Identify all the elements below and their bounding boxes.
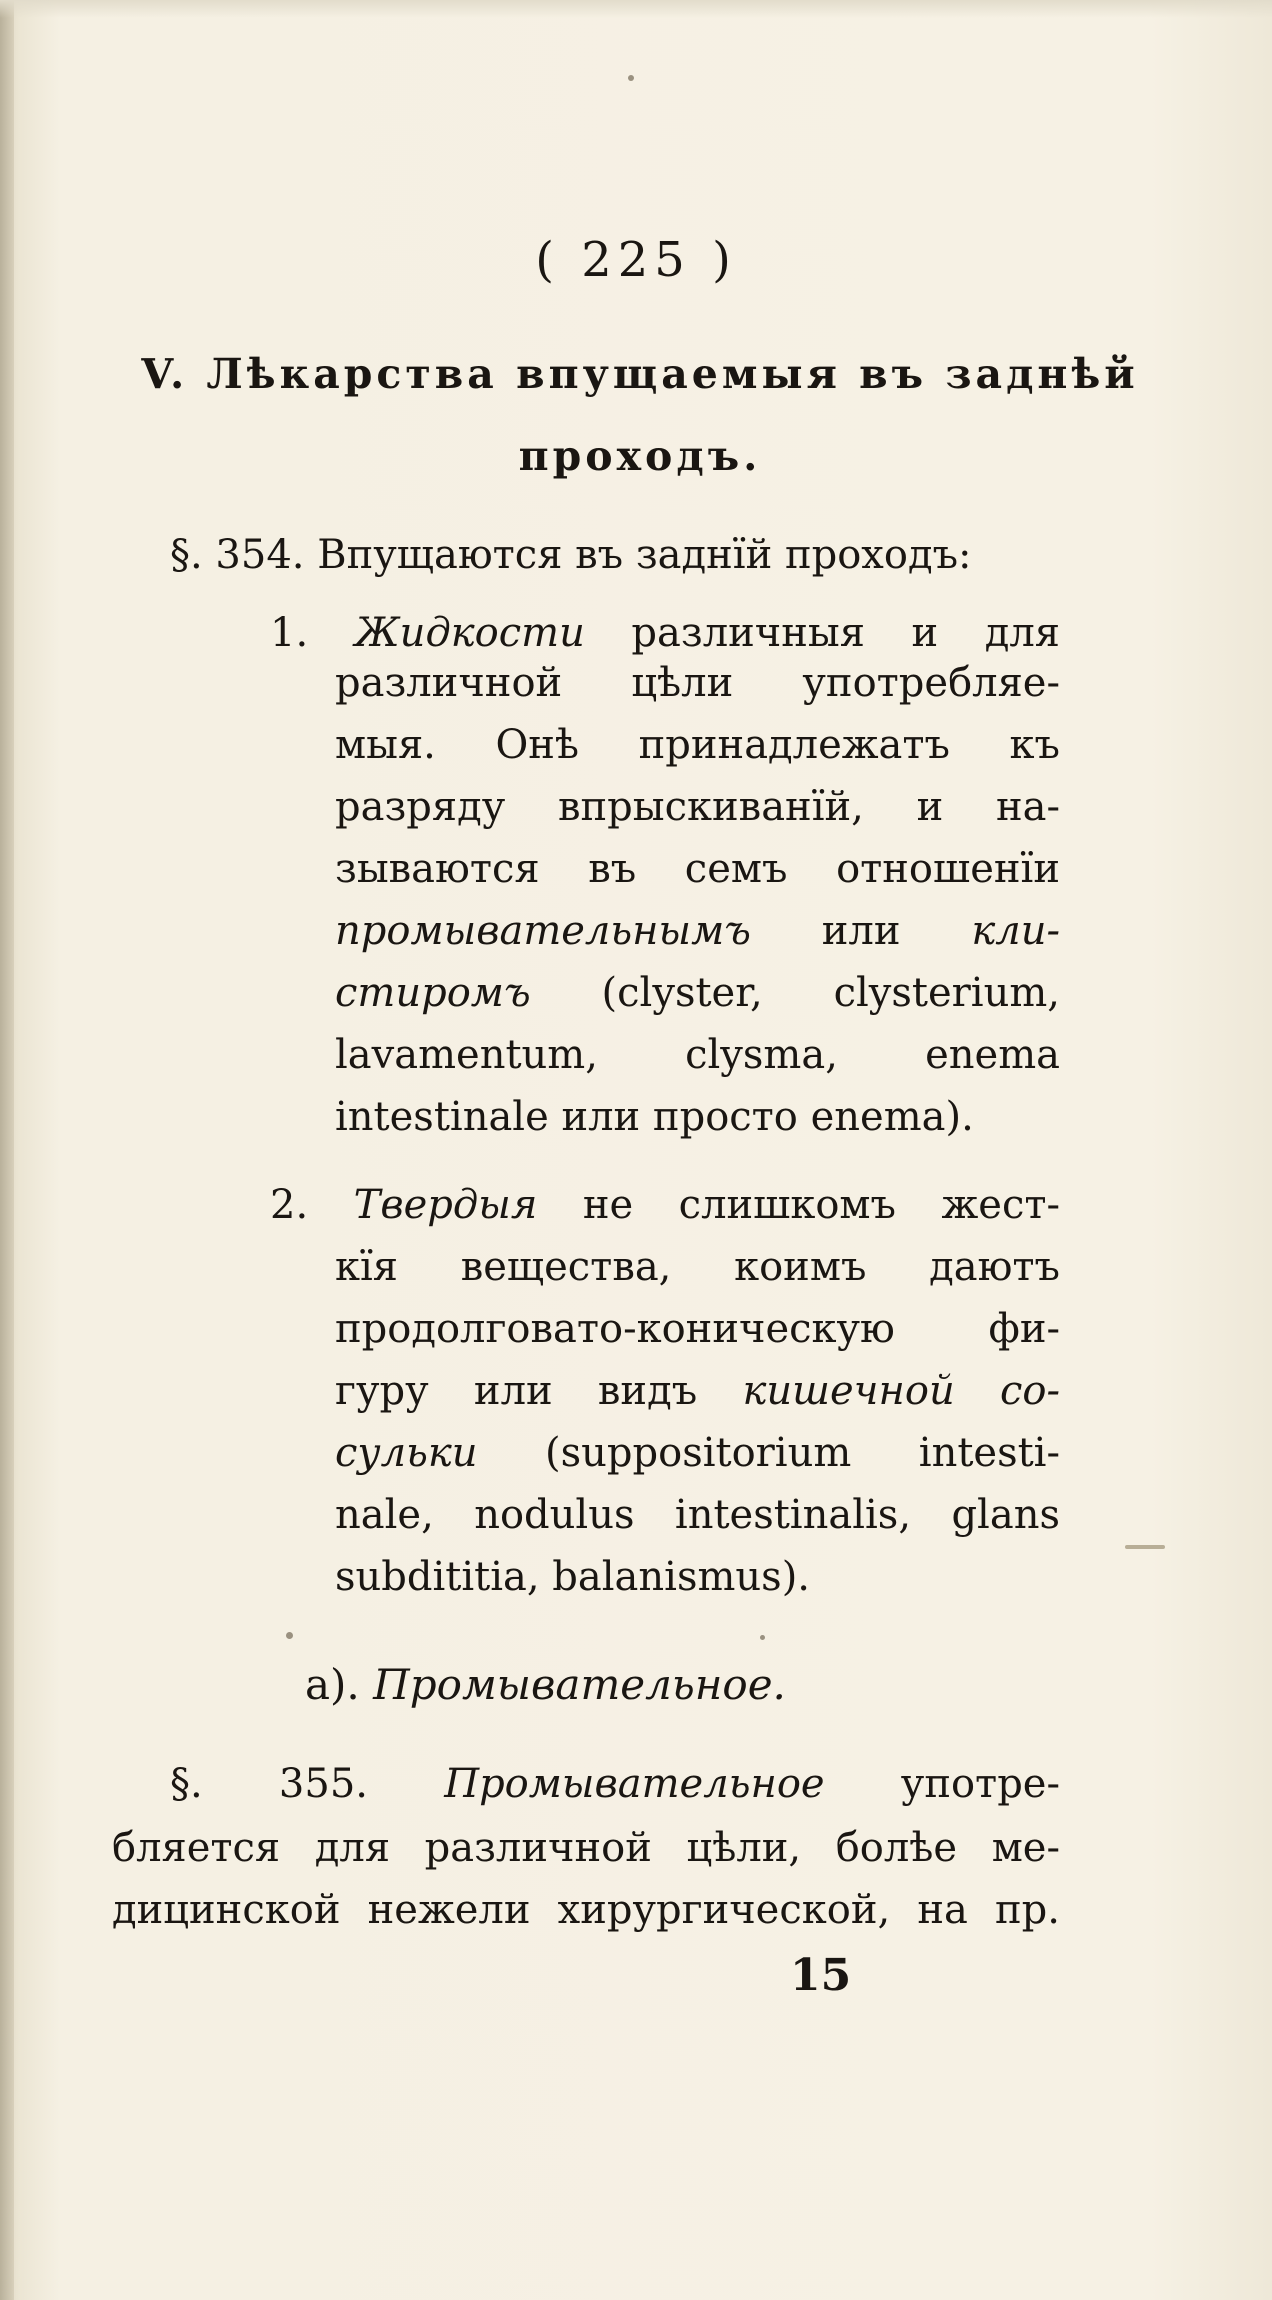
item-2-line: продолговато-коническую фи- xyxy=(335,1306,1060,1352)
margin-mark xyxy=(1125,1545,1165,1549)
book-gutter xyxy=(0,0,14,2300)
item-2-line: 2. Твердыя не слишкомъ жест- xyxy=(270,1182,1060,1228)
item-1-line: intestinale или просто enema). xyxy=(335,1094,974,1140)
item-1-line: 1. Жидкости различныя и для xyxy=(270,610,1060,656)
item-2-line: subdititia, balanismus). xyxy=(335,1554,811,1600)
page-number: ( 225 ) xyxy=(535,232,737,288)
item-2-line: кїя вещества, коимъ даютъ xyxy=(335,1244,1060,1290)
page-top-edge xyxy=(0,0,1272,18)
item-1-line: стиромъ (clyster, clysterium, xyxy=(335,970,1060,1016)
section-title: V. Лѣкарства впущаемыя въ заднѣй xyxy=(141,350,1139,398)
paragraph-355-line: бляется для различной цѣли, болѣе ме- xyxy=(112,1825,1060,1871)
item-1-line: разряду впрыскиванїй, и на- xyxy=(335,784,1060,830)
signature-mark: 15 xyxy=(790,1950,852,2001)
item-2-line: сульки (suppositorium intesti- xyxy=(335,1430,1060,1476)
item-2-line: гуру или видъ кишечной со- xyxy=(335,1368,1061,1414)
item-1-line: промывательнымъ или кли- xyxy=(335,908,1060,954)
paragraph-355-line: §. 355. Промывательное употре- xyxy=(170,1761,1060,1807)
item-1-line: lavamentum, clysma, enema xyxy=(335,1032,1060,1078)
paragraph-354-line: §. 354. Впущаются въ заднїй проходъ: xyxy=(170,532,972,578)
item-2-line: nale, nodulus intestinalis, glans xyxy=(335,1492,1060,1538)
paragraph-355-line: дицинской нежели хирургической, на пр. xyxy=(112,1887,1060,1933)
item-1-line: зываются въ семъ отношенїи xyxy=(335,846,1060,892)
section-title-continued: проходъ. xyxy=(518,432,762,480)
item-1-line: мыя. Онѣ принадлежатъ къ xyxy=(335,722,1060,768)
subheading: a). Промывательное. xyxy=(305,1660,786,1709)
ink-speck xyxy=(628,75,634,81)
item-1-line: различной цѣли употребляе- xyxy=(335,660,1060,706)
ink-speck xyxy=(286,1632,293,1639)
ink-speck xyxy=(760,1635,765,1640)
